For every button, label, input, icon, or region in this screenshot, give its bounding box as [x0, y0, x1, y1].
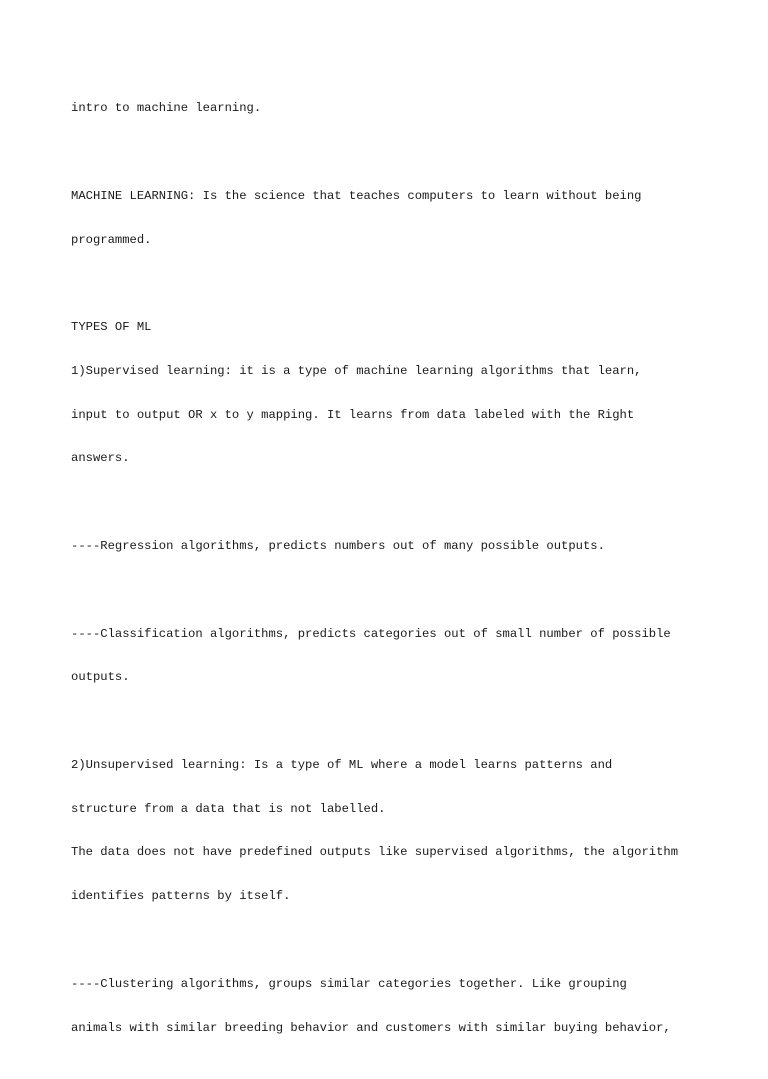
text-line: ----Regression algorithms, predicts numbers out of many possible outputs. [71, 539, 605, 553]
text-line: structure from a data that is not labelled. [71, 801, 386, 816]
text-line: programmed. [71, 232, 152, 247]
text-line: 1)Supervised learning: it is a type of machine learning algorithms that learn, [71, 363, 642, 378]
classification-paragraph [71, 597, 731, 714]
document-page [71, 72, 731, 1079]
text-line: ----Clustering algorithms, groups similar categories together. Like grouping [71, 976, 627, 991]
text-line: ----Classification algorithms, predicts categories out of small number of possible [71, 626, 671, 641]
text-line: answers. [71, 451, 130, 466]
text-line: identifies patterns by itself. [71, 889, 291, 904]
definition-paragraph [71, 160, 731, 277]
text-line: 2)Unsupervised learning: Is a type of ML where a model learns patterns and [71, 757, 613, 772]
text-line: TYPES OF ML [71, 320, 152, 335]
text-line: outputs. [71, 670, 130, 685]
intro-paragraph [71, 72, 731, 145]
regression-paragraph [71, 510, 731, 583]
clustering-paragraph [71, 948, 731, 1065]
text-line: intro to machine learning. [71, 101, 262, 116]
text-line: input to output OR x to y mapping. It learns from data labeled with the Right [71, 407, 635, 422]
text-line: animals with similar breeding behavior and customers with similar buying behavior, [71, 1020, 671, 1035]
unsupervised-paragraph [71, 729, 731, 933]
types-paragraph [71, 291, 731, 495]
text-line: MACHINE LEARNING: Is the science that teaches computers to learn without being [71, 188, 642, 203]
text-line: The data does not have predefined outputs like supervised algorithms, the algorithm [71, 845, 679, 860]
